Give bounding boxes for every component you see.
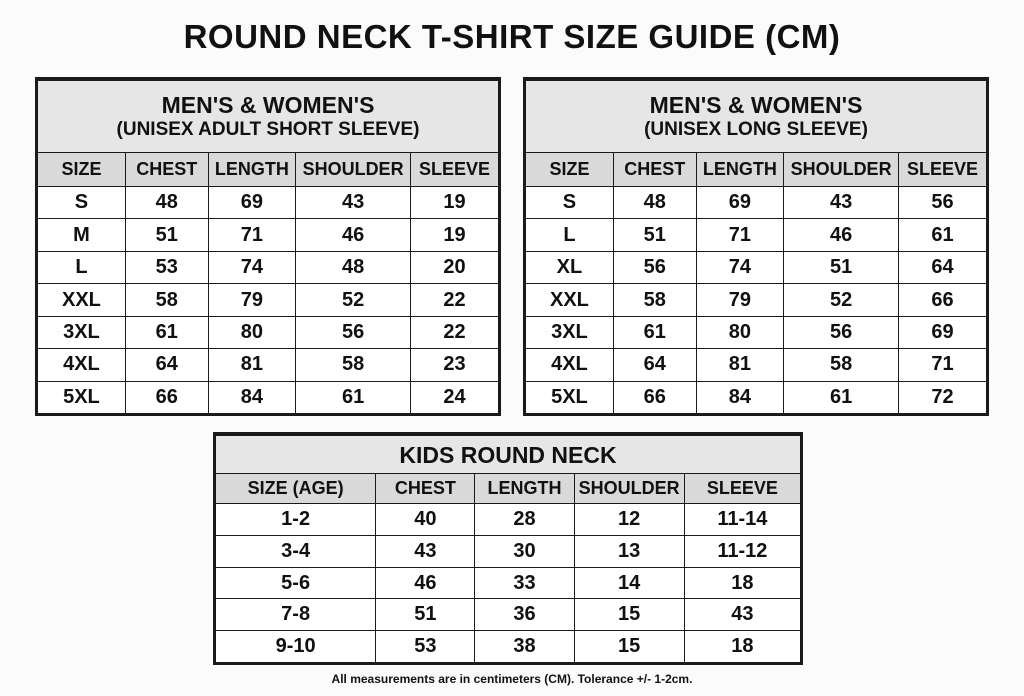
measurement-cell: 51 bbox=[376, 599, 475, 631]
measurement-cell: 19 bbox=[411, 219, 498, 251]
measurement-cell: 80 bbox=[208, 316, 295, 348]
measurement-cell: 56 bbox=[613, 251, 696, 283]
measurement-cell: 12 bbox=[574, 504, 684, 536]
column-header: CHEST bbox=[613, 153, 696, 187]
kids-round-neck-table bbox=[213, 432, 803, 665]
column-header-row bbox=[526, 153, 986, 187]
table-row bbox=[38, 219, 498, 251]
measurement-cell: 69 bbox=[696, 187, 783, 219]
measurement-cell: 51 bbox=[613, 219, 696, 251]
column-header: LENGTH bbox=[696, 153, 783, 187]
table-subtitle-text: (UNISEX ADULT SHORT SLEEVE) bbox=[116, 118, 420, 140]
column-header: SLEEVE bbox=[684, 474, 800, 504]
table-row bbox=[38, 284, 498, 316]
column-header: SIZE bbox=[38, 153, 125, 187]
measurement-cell: 64 bbox=[125, 349, 208, 381]
measurement-cell: 53 bbox=[125, 251, 208, 283]
measurement-cell: 20 bbox=[411, 251, 498, 283]
measurement-cell: 11-14 bbox=[684, 504, 800, 536]
measurement-cell: 64 bbox=[899, 251, 986, 283]
table-title bbox=[38, 81, 498, 153]
footnote: All measurements are in centimeters (CM). Tolerance +/- 1-2cm. bbox=[331, 672, 693, 686]
measurement-cell: 61 bbox=[613, 316, 696, 348]
table-row bbox=[38, 187, 498, 219]
column-header: SHOULDER bbox=[574, 474, 684, 504]
measurement-cell: 48 bbox=[125, 187, 208, 219]
table-row bbox=[216, 631, 800, 662]
column-header: LENGTH bbox=[475, 474, 574, 504]
measurement-cell: 11-12 bbox=[684, 535, 800, 567]
measurement-cell: 80 bbox=[696, 316, 783, 348]
size-cell: 3-4 bbox=[216, 535, 376, 567]
table-row bbox=[526, 219, 986, 251]
measurement-cell: 46 bbox=[784, 219, 899, 251]
column-header: LENGTH bbox=[208, 153, 295, 187]
column-header: SLEEVE bbox=[411, 153, 498, 187]
measurement-cell: 19 bbox=[411, 187, 498, 219]
measurement-cell: 66 bbox=[899, 284, 986, 316]
measurement-cell: 48 bbox=[613, 187, 696, 219]
measurement-cell: 71 bbox=[696, 219, 783, 251]
table-title-text: MEN'S & WOMEN'S bbox=[649, 91, 863, 118]
column-header: SHOULDER bbox=[784, 153, 899, 187]
measurement-cell: 48 bbox=[296, 251, 411, 283]
size-cell: XL bbox=[526, 251, 613, 283]
measurement-cell: 72 bbox=[899, 381, 986, 413]
table-title-row bbox=[38, 81, 498, 153]
measurement-cell: 74 bbox=[208, 251, 295, 283]
measurement-cell: 36 bbox=[475, 599, 574, 631]
size-cell: L bbox=[526, 219, 613, 251]
size-cell: XXL bbox=[526, 284, 613, 316]
measurement-cell: 66 bbox=[613, 381, 696, 413]
size-cell: S bbox=[526, 187, 613, 219]
measurement-cell: 23 bbox=[411, 349, 498, 381]
size-cell: 3XL bbox=[38, 316, 125, 348]
measurement-cell: 53 bbox=[376, 631, 475, 662]
measurement-cell: 18 bbox=[684, 567, 800, 599]
size-table-grid bbox=[216, 435, 800, 662]
measurement-cell: 46 bbox=[376, 567, 475, 599]
measurement-cell: 43 bbox=[684, 599, 800, 631]
measurement-cell: 61 bbox=[784, 381, 899, 413]
size-cell: L bbox=[38, 251, 125, 283]
measurement-cell: 71 bbox=[208, 219, 295, 251]
measurement-cell: 61 bbox=[899, 219, 986, 251]
column-header: SLEEVE bbox=[899, 153, 986, 187]
measurement-cell: 61 bbox=[125, 316, 208, 348]
column-header-row bbox=[216, 474, 800, 504]
measurement-cell: 58 bbox=[296, 349, 411, 381]
measurement-cell: 15 bbox=[574, 599, 684, 631]
size-cell: 5XL bbox=[38, 381, 125, 413]
measurement-cell: 84 bbox=[696, 381, 783, 413]
measurement-cell: 24 bbox=[411, 381, 498, 413]
measurement-cell: 30 bbox=[475, 535, 574, 567]
measurement-cell: 14 bbox=[574, 567, 684, 599]
measurement-cell: 69 bbox=[208, 187, 295, 219]
measurement-cell: 46 bbox=[296, 219, 411, 251]
measurement-cell: 33 bbox=[475, 567, 574, 599]
measurement-cell: 81 bbox=[696, 349, 783, 381]
table-row bbox=[526, 187, 986, 219]
size-cell: 5XL bbox=[526, 381, 613, 413]
measurement-cell: 64 bbox=[613, 349, 696, 381]
column-header: CHEST bbox=[376, 474, 475, 504]
measurement-cell: 69 bbox=[899, 316, 986, 348]
column-header: SHOULDER bbox=[296, 153, 411, 187]
size-table-grid bbox=[526, 80, 986, 413]
table-row bbox=[526, 251, 986, 283]
size-cell: 4XL bbox=[526, 349, 613, 381]
page-title: ROUND NECK T-SHIRT SIZE GUIDE (CM) bbox=[183, 18, 841, 55]
table-title-text: MEN'S & WOMEN'S bbox=[161, 91, 375, 118]
measurement-cell: 79 bbox=[696, 284, 783, 316]
table-row bbox=[216, 535, 800, 567]
measurement-cell: 58 bbox=[125, 284, 208, 316]
measurement-cell: 22 bbox=[411, 284, 498, 316]
measurement-cell: 84 bbox=[208, 381, 295, 413]
size-cell: 1-2 bbox=[216, 504, 376, 536]
measurement-cell: 22 bbox=[411, 316, 498, 348]
size-cell: 3XL bbox=[526, 316, 613, 348]
measurement-cell: 71 bbox=[899, 349, 986, 381]
unisex-long-sleeve-table bbox=[523, 77, 989, 416]
size-cell: 5-6 bbox=[216, 567, 376, 599]
table-title-row bbox=[216, 436, 800, 474]
measurement-cell: 52 bbox=[784, 284, 899, 316]
table-row bbox=[526, 284, 986, 316]
table-row bbox=[526, 316, 986, 348]
table-row bbox=[216, 567, 800, 599]
table-title bbox=[526, 81, 986, 153]
measurement-cell: 51 bbox=[784, 251, 899, 283]
table-title bbox=[216, 436, 800, 474]
table-row bbox=[38, 381, 498, 413]
size-cell: 7-8 bbox=[216, 599, 376, 631]
column-header: CHEST bbox=[125, 153, 208, 187]
table-row bbox=[216, 504, 800, 536]
measurement-cell: 74 bbox=[696, 251, 783, 283]
measurement-cell: 43 bbox=[296, 187, 411, 219]
measurement-cell: 56 bbox=[784, 316, 899, 348]
measurement-cell: 61 bbox=[296, 381, 411, 413]
column-header-row bbox=[38, 153, 498, 187]
measurement-cell: 81 bbox=[208, 349, 295, 381]
size-cell: S bbox=[38, 187, 125, 219]
measurement-cell: 52 bbox=[296, 284, 411, 316]
table-row bbox=[526, 349, 986, 381]
table-subtitle-text: (UNISEX LONG SLEEVE) bbox=[644, 118, 868, 140]
size-table-grid bbox=[38, 80, 498, 413]
measurement-cell: 43 bbox=[376, 535, 475, 567]
table-row bbox=[216, 599, 800, 631]
measurement-cell: 18 bbox=[684, 631, 800, 662]
measurement-cell: 79 bbox=[208, 284, 295, 316]
measurement-cell: 51 bbox=[125, 219, 208, 251]
measurement-cell: 40 bbox=[376, 504, 475, 536]
size-cell: 4XL bbox=[38, 349, 125, 381]
unisex-short-sleeve-table bbox=[35, 77, 501, 416]
table-row bbox=[526, 381, 986, 413]
table-row bbox=[38, 251, 498, 283]
measurement-cell: 43 bbox=[784, 187, 899, 219]
measurement-cell: 58 bbox=[784, 349, 899, 381]
measurement-cell: 66 bbox=[125, 381, 208, 413]
column-header: SIZE (AGE) bbox=[216, 474, 376, 504]
column-header: SIZE bbox=[526, 153, 613, 187]
table-title-text: KIDS ROUND NECK bbox=[399, 441, 617, 468]
size-cell: 9-10 bbox=[216, 631, 376, 662]
measurement-cell: 56 bbox=[296, 316, 411, 348]
table-row bbox=[38, 316, 498, 348]
measurement-cell: 56 bbox=[899, 187, 986, 219]
table-title-row bbox=[526, 81, 986, 153]
measurement-cell: 13 bbox=[574, 535, 684, 567]
measurement-cell: 38 bbox=[475, 631, 574, 662]
size-cell: XXL bbox=[38, 284, 125, 316]
measurement-cell: 58 bbox=[613, 284, 696, 316]
measurement-cell: 15 bbox=[574, 631, 684, 662]
table-row bbox=[38, 349, 498, 381]
measurement-cell: 28 bbox=[475, 504, 574, 536]
size-cell: M bbox=[38, 219, 125, 251]
